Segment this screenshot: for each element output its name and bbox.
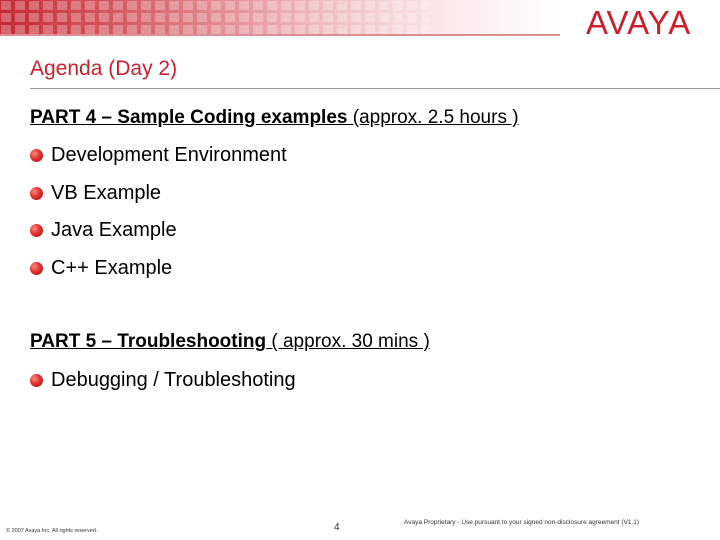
slide-title: Agenda (Day 2) [30, 57, 178, 80]
red-sphere-bullet-icon [30, 149, 43, 162]
red-sphere-bullet-icon [30, 187, 43, 200]
list-item [30, 256, 287, 294]
red-sphere-bullet-icon [30, 374, 43, 387]
list-item-label: Development Environment [51, 144, 287, 166]
red-sphere-bullet-icon [30, 262, 43, 275]
page-number: 4 [334, 522, 340, 533]
footer-proprietary-notice: Avaya Proprietary - Use pursuant to your signed non-disclosure agreement (V1.1) [404, 519, 640, 526]
part-5-heading-duration: ( approx. 30 mins ) [266, 331, 430, 352]
part-4-heading-bold: PART 4 – Sample Coding examples [30, 107, 348, 128]
list-item [30, 368, 296, 406]
part-4-heading [30, 107, 519, 130]
footer-copyright: © 2007 Avaya Inc. All rights reserved. [6, 528, 98, 534]
list-item [30, 181, 287, 219]
list-item-label: Debugging / Troubleshoting [51, 369, 296, 391]
list-item-label: C++ Example [51, 256, 173, 279]
list-item [30, 143, 287, 181]
list-item [30, 218, 287, 256]
list-item-label: VB Example [51, 181, 162, 204]
part-4-heading-duration: (approx. 2.5 hours ) [347, 107, 519, 128]
list-item-label: Java Example [51, 219, 177, 241]
part-4-list [30, 143, 287, 293]
part-5-heading-bold: PART 5 – Troubleshooting [30, 331, 267, 352]
part-5-list [30, 368, 296, 406]
part-5-heading [30, 331, 430, 354]
avaya-logo: AVAYA [586, 4, 692, 41]
title-divider [30, 88, 720, 89]
red-sphere-bullet-icon [30, 224, 43, 237]
